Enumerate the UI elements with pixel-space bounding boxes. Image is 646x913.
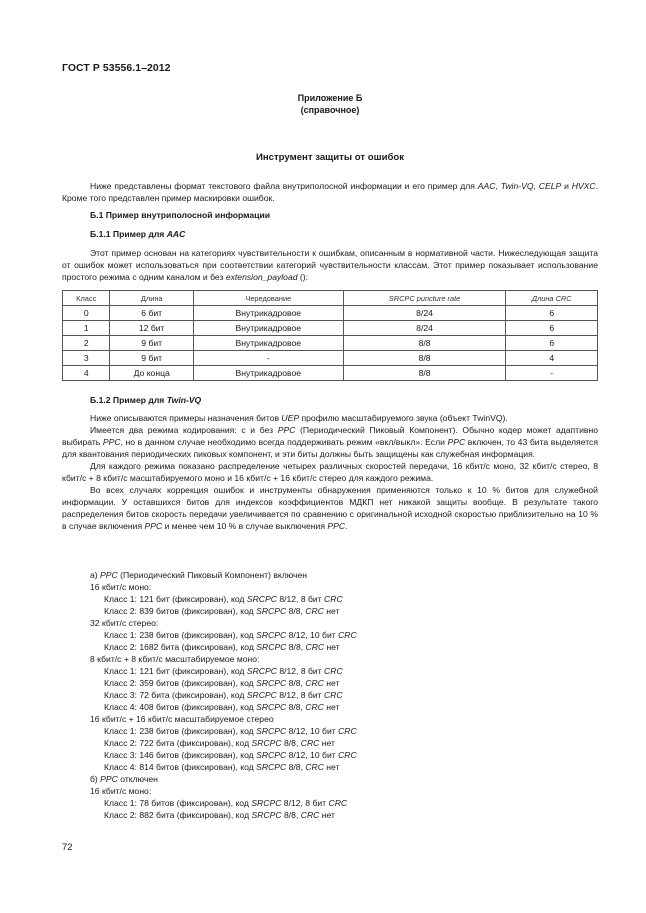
italic-term: SRCPC bbox=[246, 690, 277, 700]
text-run: Класс 3: 72 бита (фиксирован), код bbox=[104, 690, 247, 700]
aac-paragraph bbox=[62, 247, 598, 283]
table-row bbox=[63, 366, 598, 381]
twin-vq-paragraph bbox=[62, 412, 598, 424]
main-heading: Инструмент защиты от ошибок bbox=[255, 152, 405, 163]
italic-term: CRC bbox=[338, 750, 357, 760]
text-run: Ниже представлены формат текстового файла внутриполосной информации и его пример для bbox=[90, 181, 478, 191]
text-run: Класс 1: 238 битов (фиксирован), код bbox=[104, 630, 257, 640]
text-run: Для каждого режима показано распределение четырех различных скоростей передачи, 16 кбит/с моно, 32 кбит/с стерео, 8 кбит/с + 8 кбит/с масштабируемого моно и 16 кбит/с + 16 кбит/с стерео для каждого режима. bbox=[62, 461, 598, 483]
text-run: включен, то 43 бита выделяется для квантования периодических пиковых компонент, и эти биты должны быть защищены как служебная информация. bbox=[62, 437, 598, 459]
aac-table-wrap bbox=[62, 290, 598, 381]
intro-paragraph bbox=[62, 180, 598, 204]
table-header-cell: Чередование bbox=[193, 291, 343, 306]
table-cell: 6 bbox=[506, 336, 598, 351]
italic-term: SRCPC bbox=[251, 798, 282, 808]
italic-term: SRCPC bbox=[251, 738, 282, 748]
text-run: Ниже описываются примеры назначения битов bbox=[90, 413, 282, 423]
text-run: нет bbox=[324, 642, 340, 652]
italic-term: CRC bbox=[305, 762, 324, 772]
italic-term: SRCPC bbox=[246, 594, 277, 604]
italic-term: SRCPC bbox=[256, 678, 287, 688]
table-cell: 2 bbox=[63, 336, 110, 351]
italic-term: SRCPC bbox=[256, 606, 287, 616]
document-header: ГОСТ Р 53556.1–2012 bbox=[62, 63, 171, 74]
text-run: 8/12, 8 бит bbox=[276, 690, 324, 700]
text-run: 8/12, 8 бит bbox=[276, 594, 325, 604]
list-line bbox=[62, 605, 598, 617]
table-cell: 6 bbox=[506, 306, 598, 321]
table-row bbox=[63, 351, 598, 366]
section-b12-title bbox=[62, 394, 598, 406]
table-row bbox=[63, 306, 598, 321]
text-run: Класс 2: 1682 бита (фиксирован), код bbox=[104, 642, 257, 652]
italic-term: CRC bbox=[338, 726, 357, 736]
page-number: 72 bbox=[62, 841, 73, 852]
table-cell: 8/8 bbox=[343, 351, 506, 366]
italic-term: PPC bbox=[447, 437, 466, 447]
italic-term: SRCPC bbox=[256, 762, 287, 772]
table-cell: 8/8 bbox=[343, 366, 506, 381]
text-run: Класс 2: 839 битов (фиксирован), код bbox=[104, 606, 257, 616]
text-run: 8/8, bbox=[281, 738, 301, 748]
italic-term: PPC bbox=[100, 570, 118, 580]
table-body bbox=[63, 306, 598, 381]
list-line bbox=[62, 737, 598, 749]
text-run: 8/12, 10 бит bbox=[286, 726, 339, 736]
text-run: и менее чем 10 % в случае выключения bbox=[162, 521, 328, 531]
text-run: Класс 1: 121 бит (фиксирован), код bbox=[104, 594, 247, 604]
text-run: нет bbox=[323, 606, 340, 616]
list-line bbox=[62, 785, 598, 797]
table-cell: Внутрикадровое bbox=[193, 306, 343, 321]
list-line bbox=[62, 725, 598, 737]
text-run: Класс 2: 882 бита (фиксирован), код bbox=[104, 810, 252, 820]
section-b11-text: Б.1.1 Пример для bbox=[90, 229, 167, 239]
italic-term: SRCPC bbox=[256, 726, 287, 736]
text-run: 8/12, 10 бит bbox=[286, 630, 339, 640]
italic-term: PPC bbox=[102, 437, 121, 447]
table-cell: 6 bbox=[506, 321, 598, 336]
italic-term: CRC bbox=[324, 666, 343, 676]
italic-term: CRC bbox=[305, 702, 324, 712]
italic-term: CRC bbox=[300, 810, 320, 820]
text-run: Класс 4: 814 битов (фиксирован), код bbox=[104, 762, 257, 772]
text-run: 8/8, bbox=[281, 810, 301, 820]
table-cell: 0 bbox=[63, 306, 110, 321]
italic-term: SRCPC bbox=[256, 642, 287, 652]
twin-vq-paragraphs bbox=[62, 412, 598, 532]
list-line bbox=[62, 689, 598, 701]
list-line bbox=[62, 569, 598, 581]
table-header-row bbox=[63, 291, 598, 306]
text-run: Во всех случаях коррекция ошибок и инструменты обнаружения применяются только к 10 % битов для служебной информации. У оставшихся битов для индексов коэффициентов МДКП нет никакой защиты вообще. В результате такого распределения битов скорость передачи увеличивается по сравнению с оригинальной исходной скоростью приблизительно на 10 % в случае включения bbox=[62, 485, 598, 531]
text-run: 8/8, bbox=[286, 606, 306, 616]
italic-term: SRCPC bbox=[256, 750, 287, 760]
italic-term: PPC bbox=[100, 774, 118, 784]
list-line bbox=[62, 749, 598, 761]
italic-term: CRC bbox=[323, 690, 343, 700]
text-run: 16 кбит/с моно: bbox=[90, 786, 152, 796]
table-cell: До конца bbox=[110, 366, 194, 381]
text-run: . bbox=[345, 521, 348, 531]
section-b12-text: Б.1.2 Пример для bbox=[90, 395, 167, 405]
table-cell: Внутрикадровое bbox=[193, 336, 343, 351]
text-run: Класс 1: 238 битов (фиксирован), код bbox=[104, 726, 257, 736]
table-cell: 9 бит bbox=[110, 336, 194, 351]
text-run: 32 кбит/с стерео: bbox=[90, 618, 159, 628]
twin-vq-paragraph bbox=[62, 424, 598, 460]
text-run: б) bbox=[90, 774, 101, 784]
italic-term: CRC bbox=[328, 798, 348, 808]
italic-term: SRCPC bbox=[251, 810, 282, 820]
intro-text bbox=[62, 180, 598, 204]
text-run: 8/8, bbox=[286, 762, 306, 772]
section-b1-heading bbox=[62, 209, 598, 221]
table-cell: 12 бит bbox=[110, 321, 194, 336]
text-run: 8/8, bbox=[286, 678, 306, 688]
list-line bbox=[62, 641, 598, 653]
list-line bbox=[62, 809, 598, 821]
list-line bbox=[62, 665, 598, 677]
italic-term: SRCPC bbox=[246, 666, 277, 676]
text-run: профилю масштабируемого звука (объект TwinVQ). bbox=[299, 413, 508, 423]
italic-term: CRC bbox=[338, 630, 357, 640]
appendix-title: Приложение Б bbox=[297, 93, 363, 103]
italic-term: HVXC bbox=[571, 181, 596, 191]
section-b11-title bbox=[62, 228, 598, 240]
section-b11-heading bbox=[62, 228, 598, 240]
twin-vq-paragraph bbox=[62, 484, 598, 532]
text-run: 8/8, bbox=[286, 642, 306, 652]
table-cell: 4 bbox=[63, 366, 110, 381]
section-b12-heading bbox=[62, 394, 598, 406]
list-line bbox=[62, 581, 598, 593]
text-run: а) bbox=[90, 570, 101, 580]
table-cell: 9 бит bbox=[110, 351, 194, 366]
text-run: и bbox=[561, 181, 572, 191]
table-cell: Внутрикадровое bbox=[193, 366, 343, 381]
list-line bbox=[62, 593, 598, 605]
table-cell: 6 бит bbox=[110, 306, 194, 321]
italic-term: CRC bbox=[300, 738, 320, 748]
section-b1-title: Б.1 Пример внутриполосной информации bbox=[90, 210, 271, 220]
table-header-cell: Длина bbox=[110, 291, 194, 306]
italic-term: SRCPC bbox=[256, 630, 287, 640]
section-b12-italic: Twin-VQ bbox=[166, 395, 202, 405]
text-run: Класс 2: 722 бита (фиксирован), код bbox=[104, 738, 252, 748]
text-run: . Кроме того представлен пример маскировки ошибок. bbox=[62, 181, 599, 203]
list-line bbox=[62, 713, 598, 725]
table-header-cell: Класс bbox=[63, 291, 110, 306]
text-run: (): bbox=[297, 272, 309, 282]
italic-term: extension_payload bbox=[225, 272, 298, 282]
text-run: отключен bbox=[117, 774, 158, 784]
text-run: , bbox=[495, 181, 501, 191]
text-run: Этот пример основан на категориях чувствительности к ошибкам, описанным в нормативной части. Нижеследующая защита от ошибок может использоваться при соответствии категорий чувствительности классам. Этот пример показывает использование простого режима с одним каналом и без bbox=[62, 248, 598, 282]
italic-term: CRC bbox=[305, 678, 324, 688]
italic-term: CELP bbox=[538, 181, 562, 191]
italic-term: AAC bbox=[477, 181, 496, 191]
italic-term: CRC bbox=[305, 642, 325, 652]
table-cell: 3 bbox=[63, 351, 110, 366]
aac-text bbox=[62, 247, 598, 283]
table-header-cell: SRCPC puncture rate bbox=[343, 291, 506, 306]
table-cell: - bbox=[193, 351, 343, 366]
text-run: нет bbox=[323, 702, 340, 712]
appendix-subtitle: (справочное) bbox=[300, 105, 360, 115]
italic-term: Twin-VQ bbox=[500, 181, 534, 191]
aac-table bbox=[62, 290, 598, 381]
text-run: нет bbox=[319, 810, 335, 820]
italic-term: PPC bbox=[277, 425, 296, 435]
table-cell: 8/8 bbox=[343, 336, 506, 351]
table-row bbox=[63, 321, 598, 336]
text-run: Класс 1: 121 бит (фиксирован), код bbox=[104, 666, 247, 676]
italic-term: PPC bbox=[144, 521, 163, 531]
text-run: нет bbox=[323, 678, 340, 688]
text-run: нет bbox=[323, 762, 340, 772]
italic-term: PPC bbox=[327, 521, 346, 531]
table-cell: 8/24 bbox=[343, 321, 506, 336]
list-line bbox=[62, 629, 598, 641]
italic-term: CRC bbox=[305, 606, 324, 616]
text-run: (Периодический Пиковый Компонент). Обычно кодер может адаптивно выбирать bbox=[62, 425, 598, 447]
list-line bbox=[62, 797, 598, 809]
bit-allocation-list bbox=[62, 569, 598, 821]
italic-term: CRC bbox=[324, 594, 343, 604]
text-run: , bbox=[533, 181, 539, 191]
list-line bbox=[62, 653, 598, 665]
table-row bbox=[63, 336, 598, 351]
text-run: 8/12, 10 бит bbox=[286, 750, 339, 760]
italic-term: SRCPC bbox=[256, 702, 287, 712]
text-run: 16 кбит/с + 16 кбит/с масштабируемое стерео bbox=[90, 714, 274, 724]
table-cell: - bbox=[506, 366, 598, 381]
list-line bbox=[62, 701, 598, 713]
text-run: , но в данном случае необходимо всегда поддерживать режим «вкл/выкл». Если bbox=[120, 437, 448, 447]
text-run: (Периодический Пиковый Компонент) включен bbox=[117, 570, 308, 580]
text-run: Класс 1: 78 битов (фиксирован), код bbox=[104, 798, 252, 808]
text-run: 8/8, bbox=[286, 702, 306, 712]
table-cell: 8/24 bbox=[343, 306, 506, 321]
twin-vq-paragraph bbox=[62, 460, 598, 484]
list-line bbox=[62, 761, 598, 773]
text-run: 8/12, 8 бит bbox=[281, 798, 329, 808]
text-run: Класс 3: 146 битов (фиксирован), код bbox=[104, 750, 257, 760]
text-run: 16 кбит/с моно: bbox=[90, 582, 152, 592]
text-run: Класс 2: 359 битов (фиксирован), код bbox=[104, 678, 257, 688]
text-run: Имеется два режима кодирования: с и без bbox=[90, 425, 278, 435]
table-cell: 4 bbox=[506, 351, 598, 366]
list-line bbox=[62, 617, 598, 629]
list-line bbox=[62, 773, 598, 785]
text-run: нет bbox=[319, 738, 335, 748]
table-header-cell: Длина CRC bbox=[506, 291, 598, 306]
text-run: 8 кбит/с + 8 кбит/с масштабируемое моно: bbox=[90, 654, 260, 664]
section-b11-italic: AAC bbox=[166, 229, 186, 239]
text-run: Класс 4: 408 битов (фиксирован), код bbox=[104, 702, 257, 712]
list-line bbox=[62, 677, 598, 689]
table-cell: 1 bbox=[63, 321, 110, 336]
text-run: 8/12, 8 бит bbox=[276, 666, 325, 676]
italic-term: UEP bbox=[281, 413, 300, 423]
table-cell: Внутрикадровое bbox=[193, 321, 343, 336]
